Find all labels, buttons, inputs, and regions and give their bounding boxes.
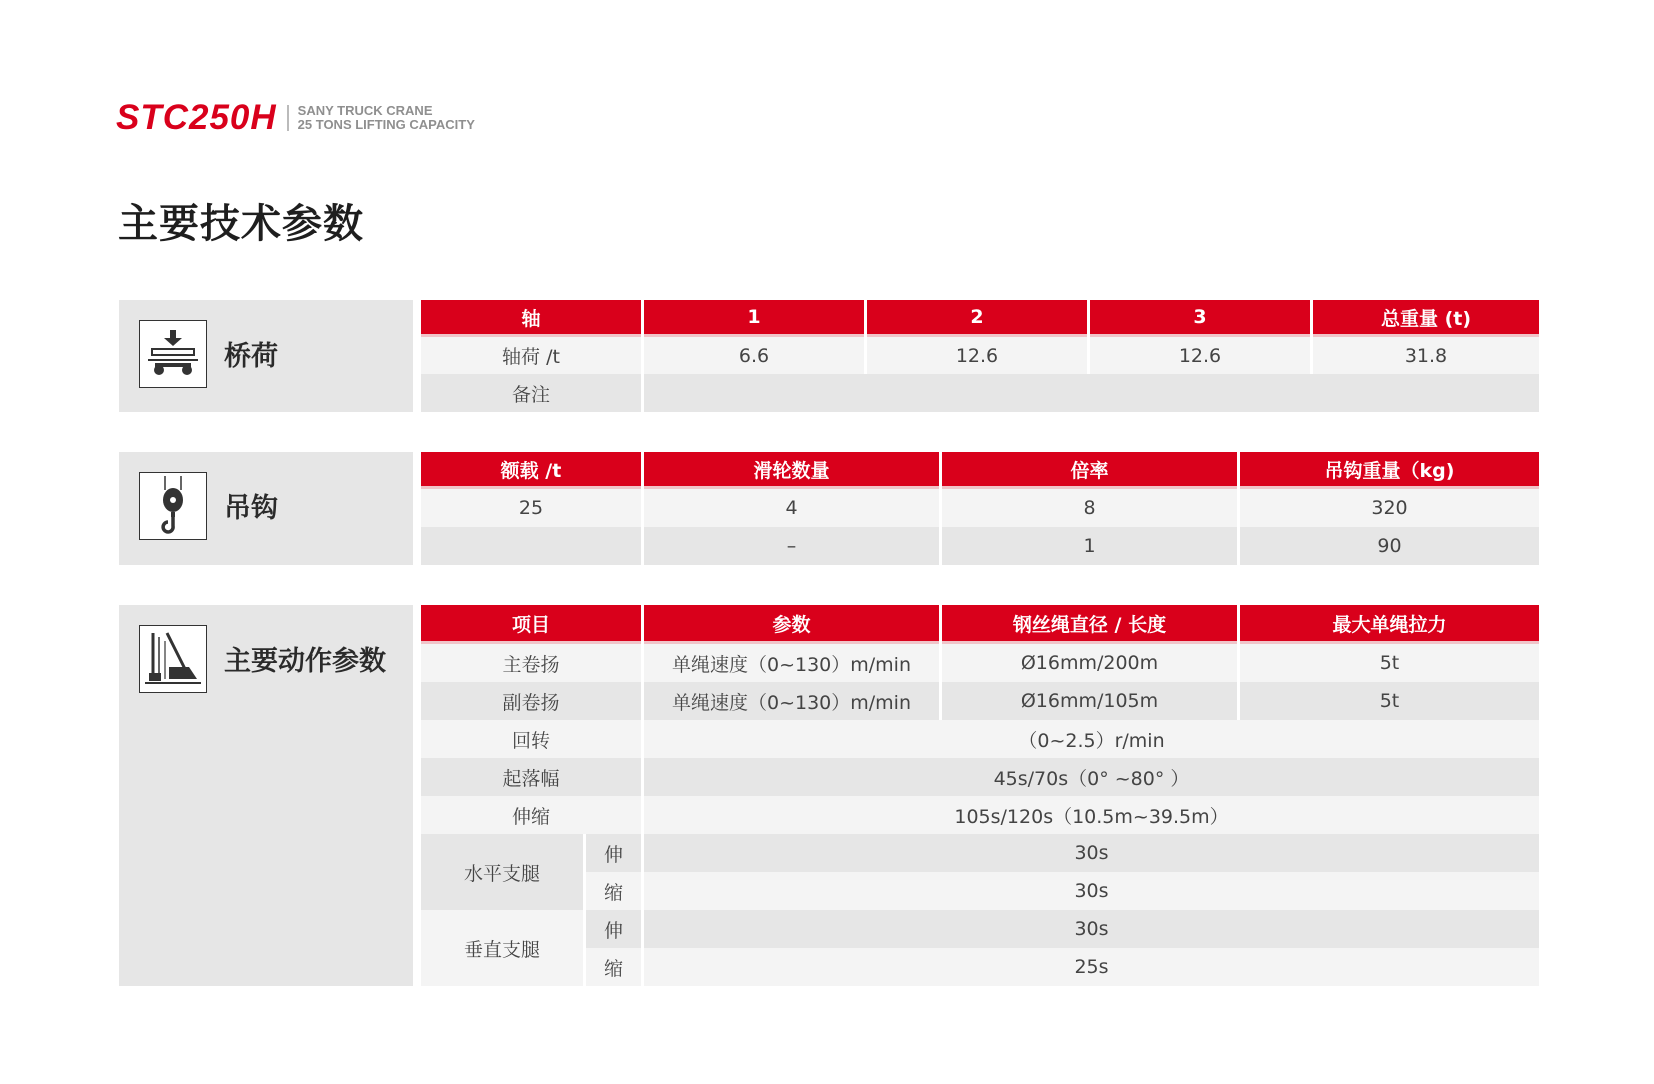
table-cell: 5t (1240, 682, 1539, 720)
header-cell: 轴 (421, 300, 641, 337)
table-cell: 320 (1240, 489, 1539, 527)
brand-subtitle (298, 104, 475, 132)
row-label: 主卷扬 (421, 644, 641, 682)
sub-label: 伸 (586, 910, 641, 948)
row-label: 轴荷 /t (421, 337, 641, 374)
table-cell: 30s (644, 834, 1539, 872)
axle-load-title: 桥荷 (224, 341, 278, 372)
row-label: 伸缩 (421, 796, 641, 834)
page-title: 主要技术参数 (118, 201, 364, 247)
sub-label: 缩 (586, 872, 641, 910)
table-cell: Ø16mm/105m (942, 682, 1237, 720)
header-cell: 项目 (421, 605, 641, 644)
table-cell: 单绳速度（0~130）m/min (644, 682, 939, 720)
table-cell: 25 (421, 489, 641, 527)
table-cell: 30s (644, 872, 1539, 910)
hook-title: 吊钩 (224, 493, 278, 524)
hook-table (421, 452, 1539, 565)
table-cell: – (644, 527, 939, 565)
header-cell: 参数 (644, 605, 939, 644)
table-cell: （0~2.5）r/min (644, 720, 1539, 758)
table-cell: 1 (942, 527, 1237, 565)
table-cell: 4 (644, 489, 939, 527)
header-cell: 钢丝绳直径 / 长度 (942, 605, 1237, 644)
motion-table (421, 605, 1539, 986)
axle-load-icon (139, 320, 207, 388)
table-cell: 90 (1240, 527, 1539, 565)
table-cell: 45s/70s（0° ~80° ） (644, 758, 1539, 796)
header-cell: 2 (867, 300, 1087, 337)
axle-load-label-panel (119, 300, 413, 412)
header-cell: 总重量 (t) (1313, 300, 1539, 337)
header-cell: 最大单绳拉力 (1240, 605, 1539, 644)
sub-label: 缩 (586, 948, 641, 986)
header-cell: 滑轮数量 (644, 452, 939, 489)
row-label: 备注 (421, 374, 641, 412)
row-label: 起落幅 (421, 758, 641, 796)
header-cell: 3 (1090, 300, 1310, 337)
model-name: STC250H (116, 98, 277, 137)
brand-subtitle-line1: SANY TRUCK CRANE (297, 102, 433, 118)
table-cell: 12.6 (1090, 337, 1310, 374)
table-cell: 31.8 (1313, 337, 1539, 374)
table-cell: 8 (942, 489, 1237, 527)
axle-load-table (421, 300, 1539, 412)
header-cell: 倍率 (942, 452, 1237, 489)
table-cell: 12.6 (867, 337, 1087, 374)
table-cell: 105s/120s（10.5m~39.5m） (644, 796, 1539, 834)
crane-boom-icon (139, 625, 207, 693)
sub-label: 伸 (586, 834, 641, 872)
table-cell (421, 527, 641, 565)
row-label: 回转 (421, 720, 641, 758)
header-cell: 吊钩重量（kg) (1240, 452, 1539, 489)
motion-label-panel (119, 605, 413, 986)
table-cell: 30s (644, 910, 1539, 948)
hook-section (119, 452, 1539, 565)
brand-divider (287, 105, 289, 131)
motion-title: 主要动作参数 (224, 646, 386, 677)
motion-section (119, 605, 1539, 986)
hook-label-panel (119, 452, 413, 565)
hook-pulley-icon (139, 472, 207, 540)
table-cell: Ø16mm/200m (942, 644, 1237, 682)
brand-header (116, 100, 475, 135)
axle-load-section (119, 300, 1539, 412)
row-label: 垂直支腿 (421, 910, 583, 986)
brand-subtitle-line2: 25 TONS LIFTING CAPACITY (297, 116, 475, 132)
row-label: 副卷扬 (421, 682, 641, 720)
table-cell: 单绳速度（0~130）m/min (644, 644, 939, 682)
table-cell: 6.6 (644, 337, 864, 374)
table-cell: 25s (644, 948, 1539, 986)
header-cell: 1 (644, 300, 864, 337)
header-cell: 额载 /t (421, 452, 641, 489)
row-label: 水平支腿 (421, 834, 583, 910)
note-cell (644, 374, 1539, 412)
table-cell: 5t (1240, 644, 1539, 682)
